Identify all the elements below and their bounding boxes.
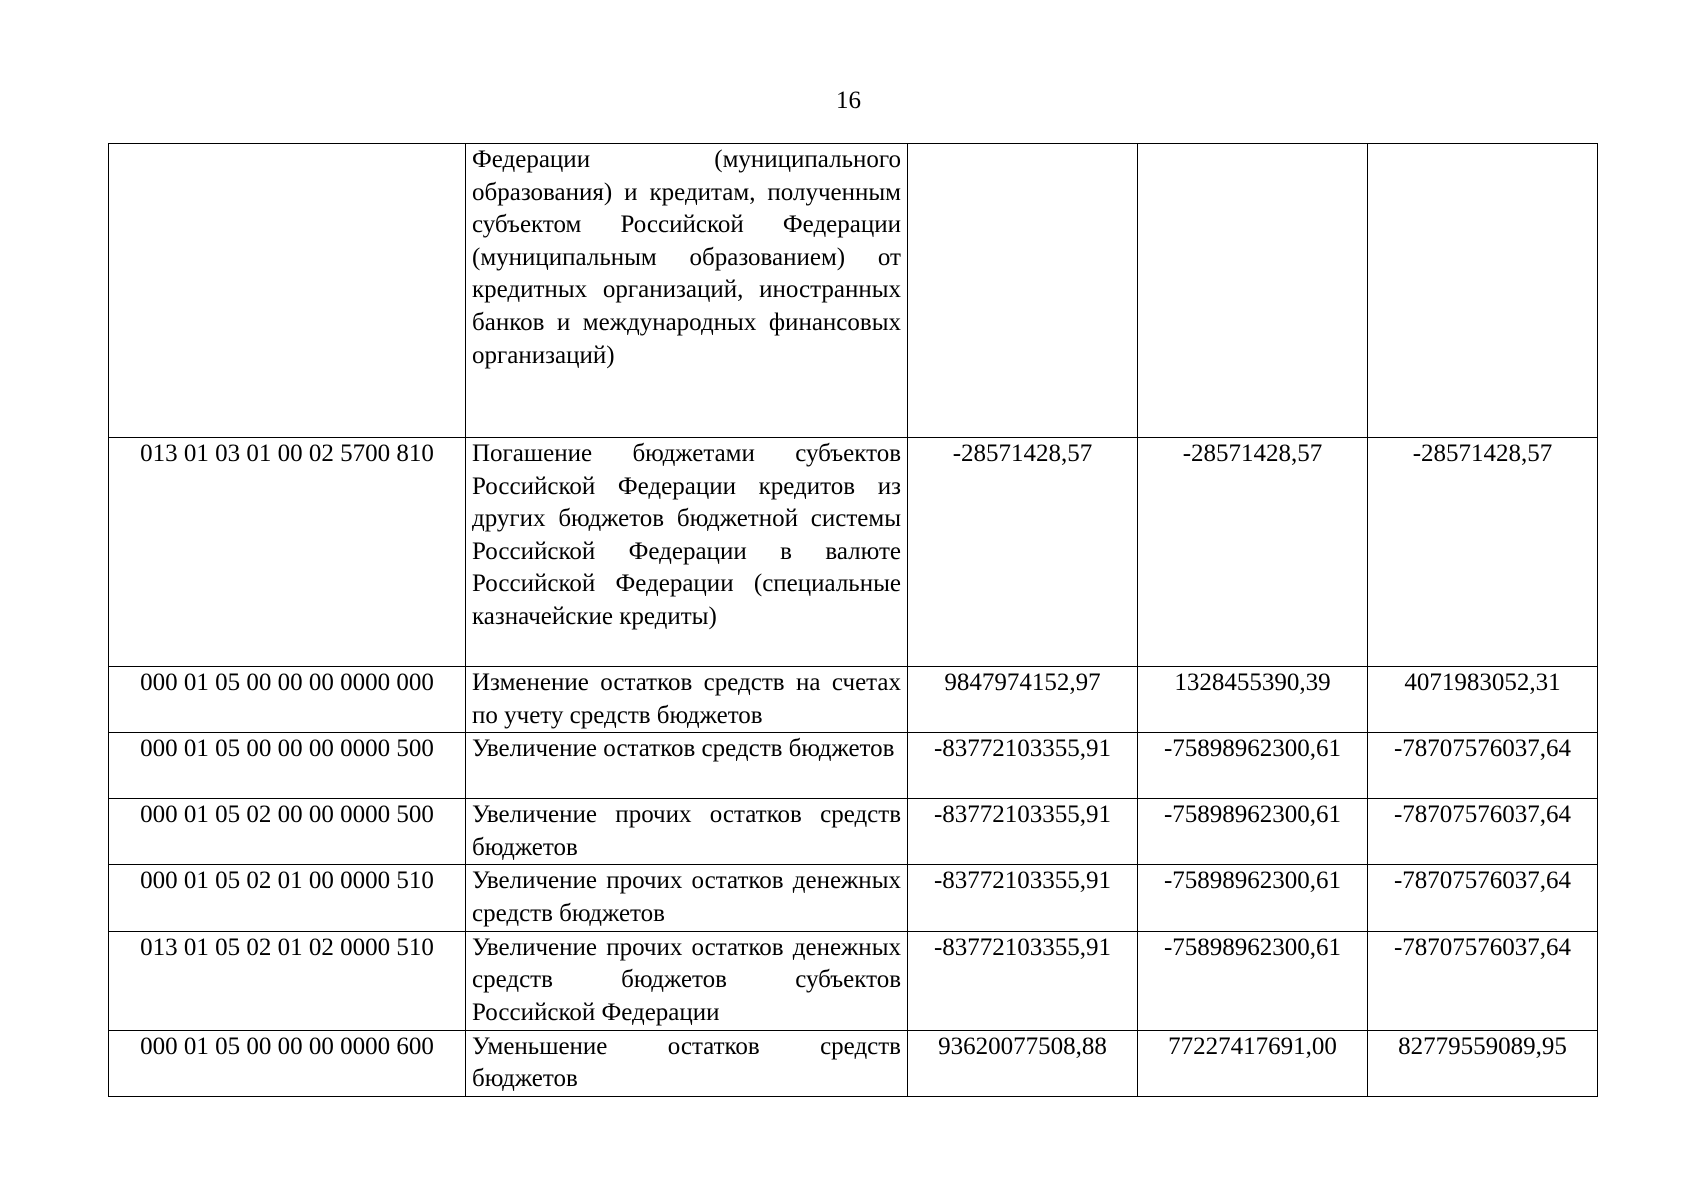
budget-code-cell (109, 144, 466, 438)
amount-cell-3: -78707576037,64 (1368, 931, 1598, 1030)
amount-cell-1: -83772103355,91 (908, 865, 1138, 931)
budget-code-cell: 000 01 05 00 00 00 0000 600 (109, 1030, 466, 1096)
table-row (109, 438, 1598, 667)
amount-cell-3: 82779559089,95 (1368, 1030, 1598, 1096)
table-row (109, 799, 1598, 865)
amount-cell-1: 9847974152,97 (908, 667, 1138, 733)
amount-cell-2: -28571428,57 (1138, 438, 1368, 667)
amount-cell-2: 1328455390,39 (1138, 667, 1368, 733)
amount-cell-1: 93620077508,88 (908, 1030, 1138, 1096)
amount-cell-2: -75898962300,61 (1138, 733, 1368, 799)
amount-cell-2 (1138, 144, 1368, 438)
amount-cell-3: -78707576037,64 (1368, 799, 1598, 865)
budget-code-cell: 000 01 05 00 00 00 0000 500 (109, 733, 466, 799)
amount-cell-3: -28571428,57 (1368, 438, 1598, 667)
amount-cell-1: -83772103355,91 (908, 799, 1138, 865)
item-name-cell: Погашение бюджетами субъектов Российской Федерации кредитов из других бюджетов бюджетной системы Российской Федерации в валюте Российской Федерации (специальные казначейские кредиты) (466, 438, 908, 667)
table-row (109, 931, 1598, 1030)
amount-cell-1: -83772103355,91 (908, 931, 1138, 1030)
budget-code-cell: 013 01 05 02 01 02 0000 510 (109, 931, 466, 1030)
amount-cell-1: -83772103355,91 (908, 733, 1138, 799)
item-name-cell: Увеличение прочих остатков средств бюджетов (466, 799, 908, 865)
table-row (109, 144, 1598, 438)
amount-cell-3: -78707576037,64 (1368, 733, 1598, 799)
amount-cell-2: -75898962300,61 (1138, 931, 1368, 1030)
item-name-cell: Федерации (муниципального образования) и кредитам, полученным субъектом Российской Федерации (муниципальным образованием) от кредитных организаций, иностранных банков и международных финансовых организаций) (466, 144, 908, 438)
item-name-cell: Увеличение прочих остатков денежных средств бюджетов (466, 865, 908, 931)
table-row (109, 1030, 1598, 1096)
item-name-cell: Изменение остатков средств на счетах по учету средств бюджетов (466, 667, 908, 733)
budget-code-cell: 013 01 03 01 00 02 5700 810 (109, 438, 466, 667)
amount-cell-2: -75898962300,61 (1138, 799, 1368, 865)
amount-cell-2: -75898962300,61 (1138, 865, 1368, 931)
budget-code-cell: 000 01 05 02 00 00 0000 500 (109, 799, 466, 865)
item-name-cell: Увеличение прочих остатков денежных средств бюджетов субъектов Российской Федерации (466, 931, 908, 1030)
amount-cell-1 (908, 144, 1138, 438)
table-row (109, 733, 1598, 799)
amount-cell-3 (1368, 144, 1598, 438)
amount-cell-3: -78707576037,64 (1368, 865, 1598, 931)
item-name-cell: Увеличение остатков средств бюджетов (466, 733, 908, 799)
table-row (109, 865, 1598, 931)
item-name-cell: Уменьшение остатков средств бюджетов (466, 1030, 908, 1096)
page-number: 16 (836, 87, 861, 114)
amount-cell-3: 4071983052,31 (1368, 667, 1598, 733)
amount-cell-1: -28571428,57 (908, 438, 1138, 667)
table-row (109, 667, 1598, 733)
budget-code-cell: 000 01 05 00 00 00 0000 000 (109, 667, 466, 733)
budget-code-cell: 000 01 05 02 01 00 0000 510 (109, 865, 466, 931)
amount-cell-2: 77227417691,00 (1138, 1030, 1368, 1096)
budget-sources-table (108, 143, 1598, 1097)
